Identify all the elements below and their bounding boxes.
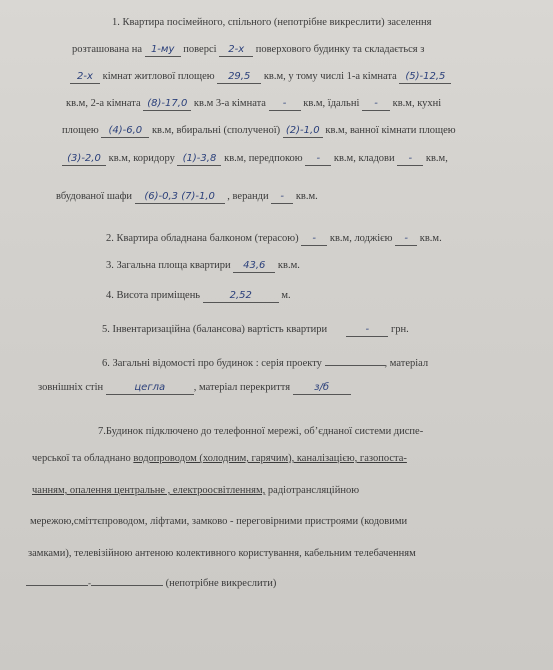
item7-blank1 [26,575,88,586]
item7-text2a: черської та обладнано [32,453,134,464]
label-storage: кв.м, кладови [333,153,395,164]
label-uah: грн. [390,324,409,335]
label-meters: м. [281,290,291,301]
label-inventory-value: 5. Інвентаризаційна (балансова) вартість квартири [102,324,328,335]
loggia-value: - [395,232,417,246]
wardrobe-value: (6)-0,3 (7)-1,0 [135,190,225,204]
dining-value: - [362,97,390,111]
item4-line [106,289,291,303]
item1-line1 [112,16,431,29]
item7-line3 [32,484,359,497]
toilet-value: (2)-1,0 [283,124,323,138]
label-dining: кв.м, їдальні [303,98,360,109]
label-room1: кв.м, у тому числі 1-а кімната [263,71,397,82]
label-ceilings: , матеріал перекриття [193,382,291,393]
label-sqm-item2: кв.м. [419,233,442,244]
inventory-value: - [346,323,388,337]
item1-line3 [70,70,451,84]
item7-blank2 [91,575,163,586]
label-floor: поверсі [183,44,217,55]
label-balcony: 2. Квартира обладнана балконом (терасою) [106,233,299,244]
total-area-value: 43,6 [233,259,275,273]
item7-line4 [30,515,407,528]
room2-value: (8)-17,0 [143,97,191,111]
height-value: 2,52 [203,289,279,303]
label-height: 4. Висота приміщень [106,290,201,301]
item7-text5: замками), телевізійною антеною колективного користування, кабельним телебаченням [28,548,416,559]
living-area-value: 29,5 [217,70,261,84]
item1-line2 [72,43,424,57]
label-sqm-item3: кв.м. [277,260,300,271]
label-wardrobe: вбудованої шафи [56,191,133,202]
item7-text3a: чанням, опалення центральне , електроосвітленням, [32,485,266,496]
item5-line [102,323,409,337]
item1-line6 [62,152,448,166]
label-total-area: 3. Загальна площа квартири [106,260,231,271]
item1-line4 [66,97,441,111]
label-room3: кв.м 3-а кімната [193,98,266,109]
label-sqm-end: кв.м. [295,191,318,202]
label-veranda: , веранди [227,191,269,202]
item3-line [106,259,300,273]
label-toilet: кв.м, вбиральні (сполученої) [151,125,281,136]
balcony-value: - [301,232,327,246]
item7-text4: мережою,сміттєпроводом, ліфтами, замково - переговірними пристроями (кодовими [30,516,408,527]
room3-value: - [269,97,301,111]
item7-note: (непотрібне викреслити) [165,578,277,589]
item7-text1: 7.Будинок підключено до телефонної мережі, об’єднаної системи диспе- [98,426,424,437]
item7-line6: - (непотрібне викреслити) [26,575,276,590]
item7-line1 [98,425,423,438]
label-area: площею [62,125,99,136]
label-room2: кв.м, 2-а кімната [66,98,141,109]
item7-line2 [32,452,407,465]
storeys-value: 2-х [219,43,253,57]
label-loggia: кв.м, лоджією [329,233,393,244]
label-kitchen: кв.м, кухні [392,98,442,109]
storage-value: - [397,152,423,166]
label-living-area: кімнат житлової площею [102,71,215,82]
label-corridor: кв.м, коридору [108,153,175,164]
floor-value: 1-му [145,43,181,57]
label-bath: кв.м, ванної кімнати площею [325,125,456,136]
kitchen-value: (4)-6,0 [101,124,149,138]
item2-line [106,232,442,246]
item1-line7 [56,190,318,204]
label-material: , матеріал [384,358,429,369]
room1-value: (5)-12,5 [399,70,451,84]
label-project-series: 6. Загальні відомості про будинок : серія проекту [102,358,322,369]
corridor-value: (1)-3,8 [177,152,221,166]
item1-heading: 1. Квартира посімейного, спільного (непотрібне викреслити) заселення [112,17,432,28]
ceiling-material-value: з/б [293,381,351,395]
hall-value: - [305,152,331,166]
label-hall: кв.м, передпокою [224,153,303,164]
label-sqm: кв.м, [425,153,448,164]
label-storey-building: поверхового будинку та складається з [255,44,425,55]
item6-line1 [102,355,428,370]
item7-text3b: радіотрансляційною [265,485,360,496]
bath-value: (3)-2,0 [62,152,106,166]
item1-line5 [62,124,456,138]
label-located-on: розташована на [72,44,143,55]
veranda-value: - [271,190,293,204]
rooms-count-value: 2-х [70,70,100,84]
label-outer-walls: зовнішніх стін [38,382,104,393]
item7-text2b: водопроводом (холодним, гарячим), каналізацією, газопоста- [133,453,407,464]
item7-line5 [28,547,416,560]
project-series-blank [325,355,385,366]
item6-line2 [38,381,351,395]
walls-material-value: цегла [106,381,194,395]
